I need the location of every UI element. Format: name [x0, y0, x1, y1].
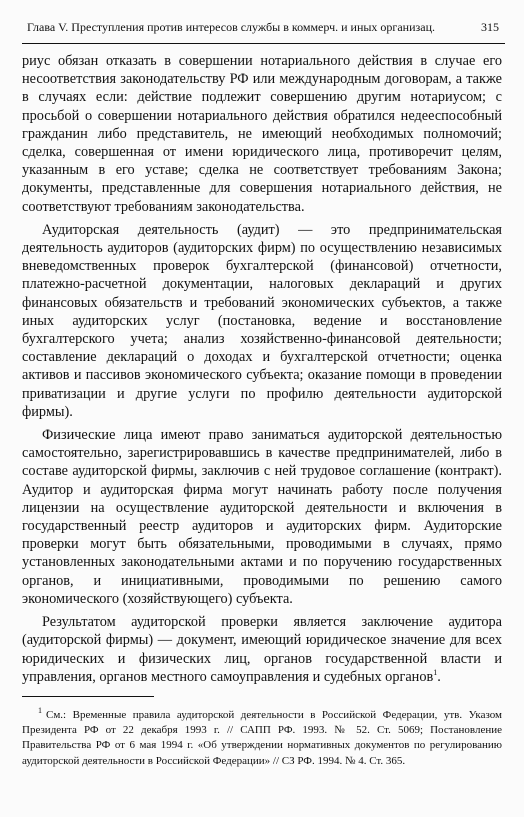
main-text	[22, 52, 502, 686]
footnote-reference: 1	[433, 667, 438, 677]
audit-conclusion-period: .	[437, 668, 441, 685]
paragraph-audit-rights: Физические лица имеют право заниматься аудиторской деятельностью самостоятельно, зарегистрировавшись в качестве предпринимателей, либо в составе аудиторской фирмы, заключив с ней трудовое соглашение (контракт). Аудитор и аудиторская фирма могут начинать работу после получения лицензии на осуществление аудиторской деятельности и включения в государственный реестр аудиторов и аудиторских фирм. Аудиторские проверки могут быть обязательными, проводимыми в случаях, прямо установленных законодательными актами и по поручению государственных органов, и инициативными, проводимыми по решению самого экономического (хозяйствующего) субъекта.	[22, 427, 502, 607]
chapter-title: Глава V. Преступления против интересов службы в коммерч. и иных организац.	[27, 20, 436, 34]
footnote-marker: 1	[38, 706, 42, 716]
audit-conclusion-text: Результатом аудиторской проверки является заключение аудитора (аудиторской фирмы) — документ, имеющий юридическое значение для всех юридических и физических лиц, органов государственной власти и управления, органов местного самоуправления и судебных органов	[22, 614, 502, 685]
running-header	[27, 18, 499, 36]
paragraph-notary-refusal: риус обязан отказать в совершении нотариального действия в случае его несоответствия законодательству РФ или международным договорам, а также в случаях если: действие подлежит совершению другим нотариусом; с просьбой о совершении нотариального действия обратился недееспособный гражданин либо представитель, не имеющий необходимых полномочий; сделка, совершенная от имени юридического лица, противоречит целям, указанным в его уставе; сделка не соответствует требованиям Закона; документы, представленные для совершения нотариального действия, не соответствуют требованиям законодательства.	[22, 53, 502, 215]
header-divider	[22, 43, 505, 44]
paragraph-audit-conclusion	[22, 613, 502, 686]
footnote-text: См.: Временные правила аудиторской деятельности в Российской Федерации, утв. Указом Президента РФ от 22 декабря 1993 г. // САПП РФ. 1993. № 52. Ст. 5069; Постановление Правительства РФ от 6 мая 1994 г. «Об утверждении нормативных документов по регулированию аудиторской деятельности в Российской Федерации» // СЗ РФ. 1994. № 4. Ст. 365.	[22, 709, 502, 767]
footnote	[22, 708, 502, 769]
page-number: 315	[481, 20, 499, 34]
footnote-divider	[22, 696, 154, 697]
paragraph-audit-definition: Аудиторская деятельность (аудит) — это предпринимательская деятельность аудиторов (аудиторских фирм) по осуществлению независимых вневедомственных проверок бухгалтерской (финансовой) отчетности, платежно-расчетной документации, налоговых деклараций и других финансовых обязательств и требований экономических субъектов, а также иных аудиторских услуг (постановка, ведение и восстановление бухгалтерского учета; анализ хозяйственно-финансовой деятельности; составление деклараций о доходах и бухгалтерской отчетности; оценка активов и пассивов экономического субъекта; оказание помощи в проведении приватизации и другие услуги по профилю деятельности аудиторской фирмы).	[22, 221, 502, 420]
